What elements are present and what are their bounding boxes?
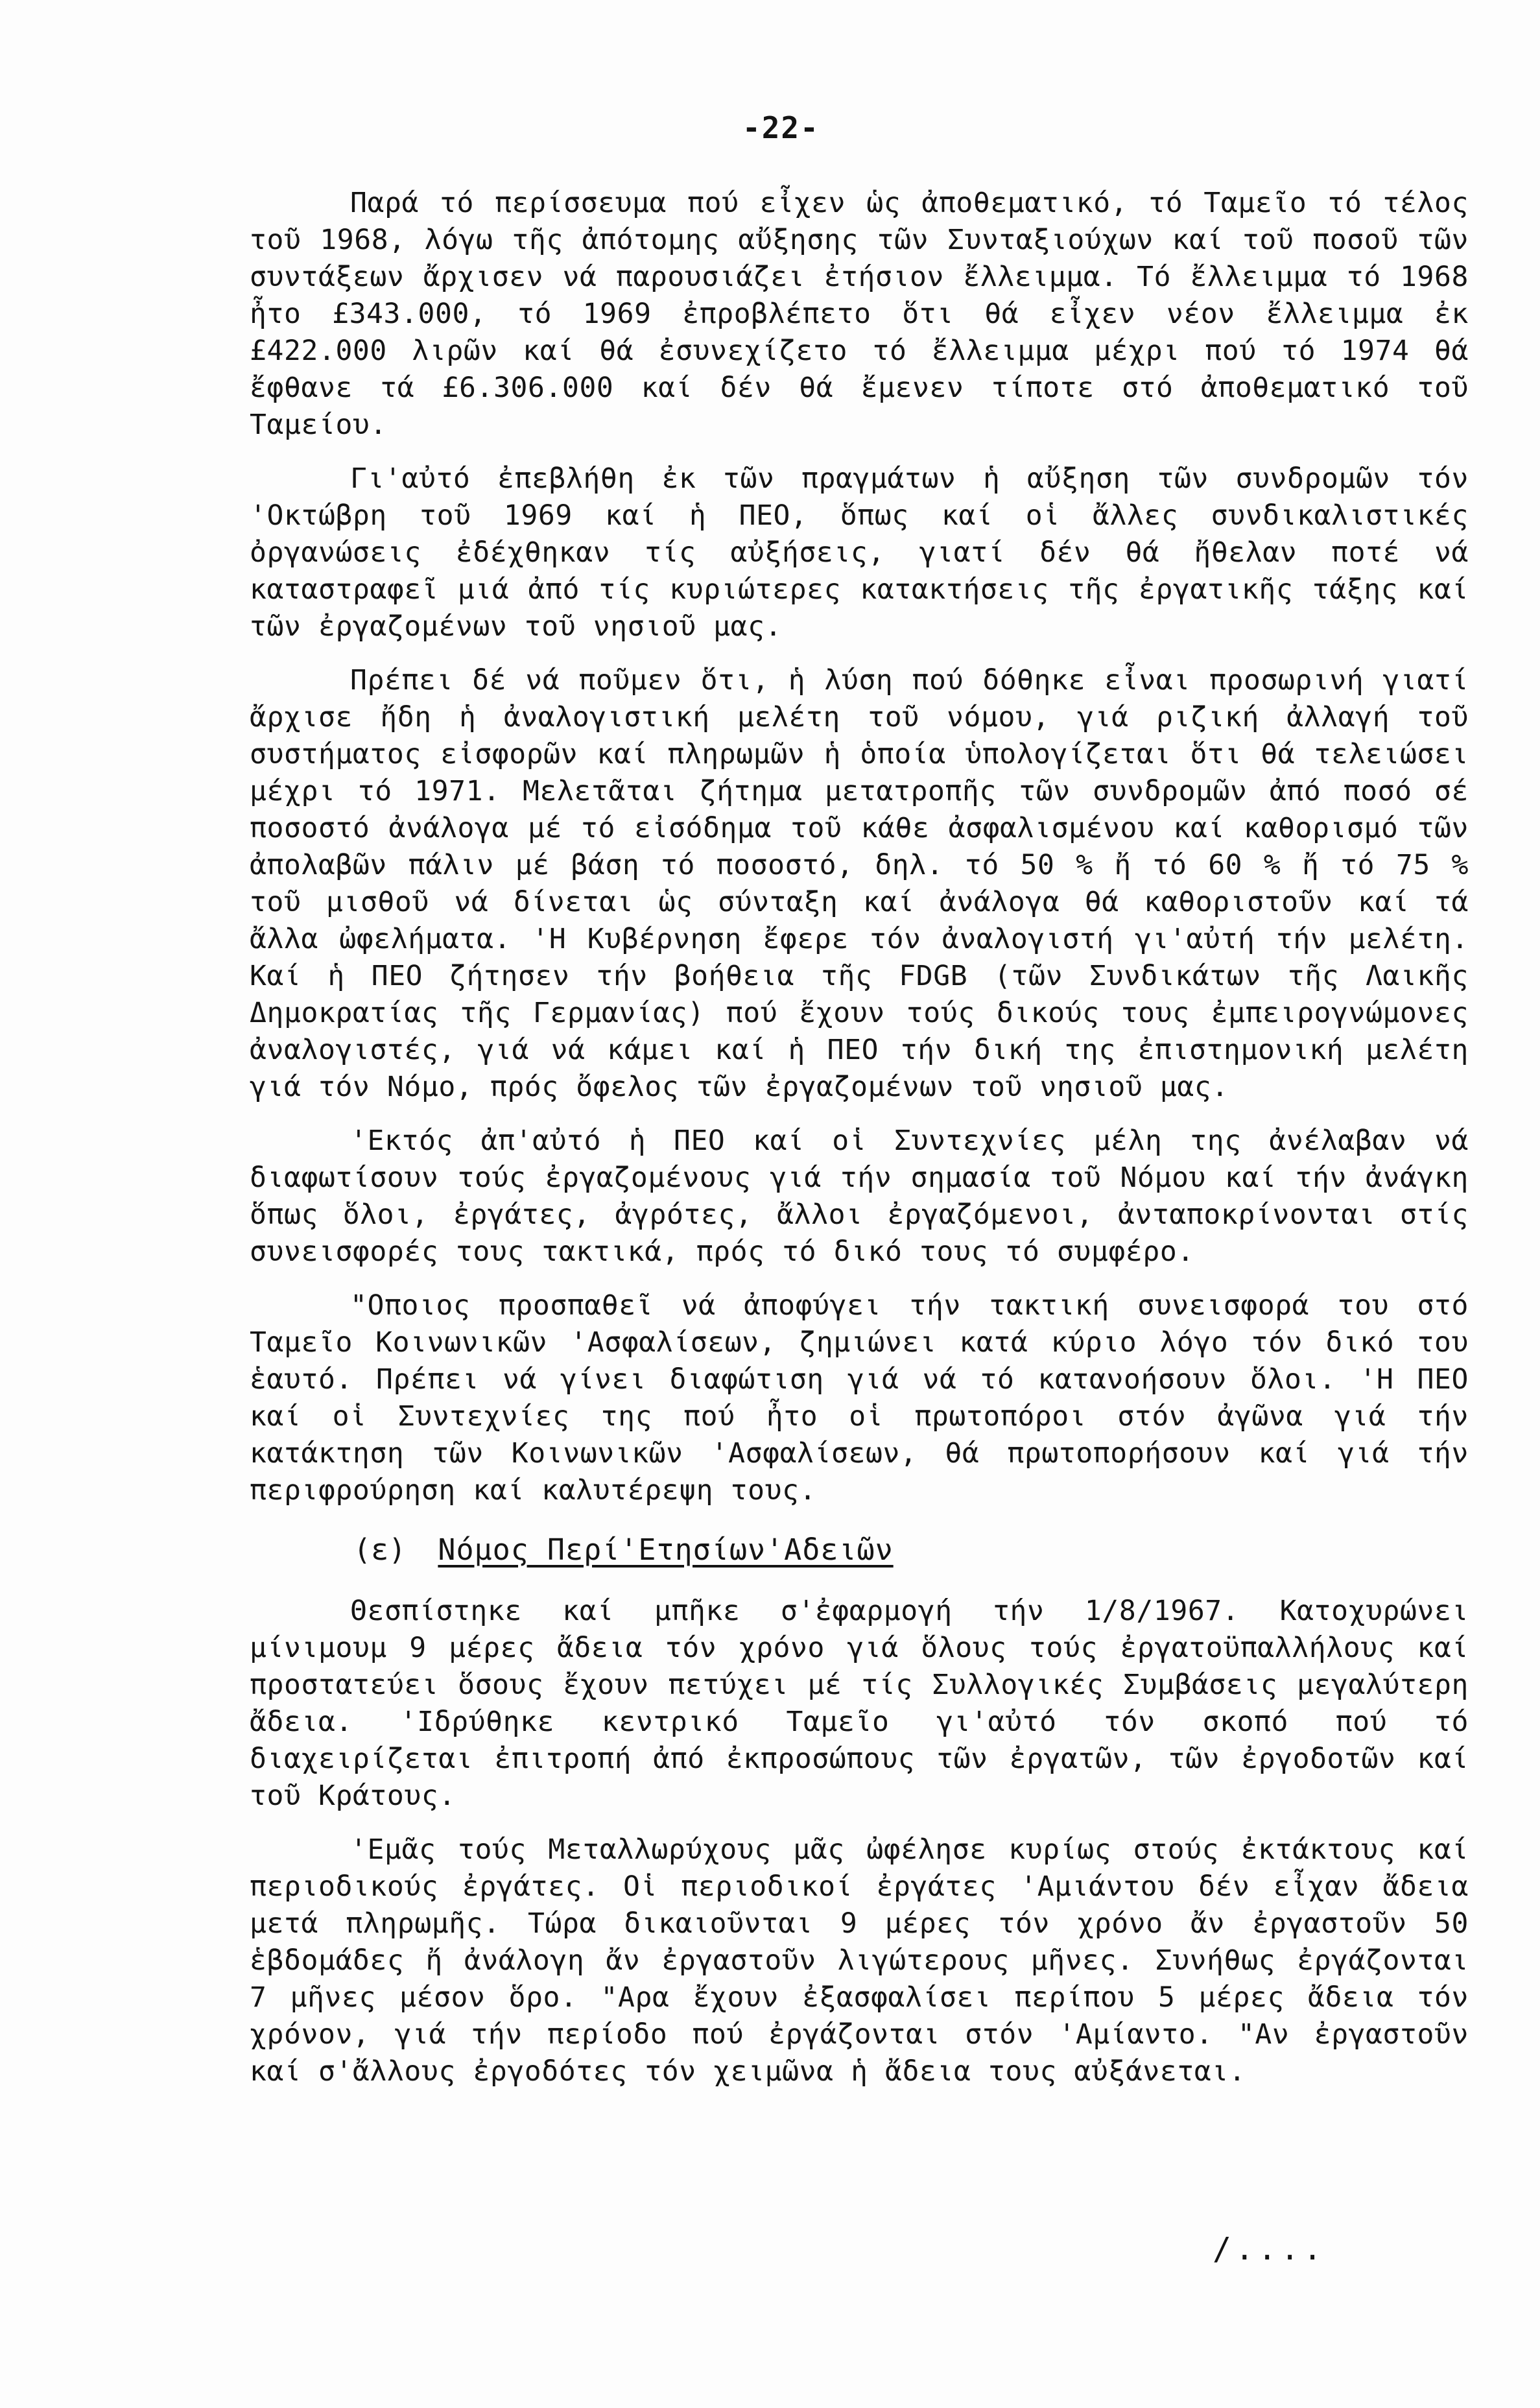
paragraph-fund-deficit: Παρά τό περίσσευμα πού εἶχεν ὡς ἀποθεματικό, τό Ταμεῖο τό τέλος τοῦ 1968, λόγω τῆς ἀπότομης αὔξησης τῶν Συνταξιούχων καί τοῦ ποσοῦ τῶν συντάξεων ἄρχισεν νά παρουσιάζει ἐτήσιον ἔλλειμμα. Τό ἔλλειμμα τό 1968 ἦτο £343.000, τό 1969 ἐπροβλέπετο ὅτι θά εἶχεν νέον ἔλλειμμα ἐκ £422.000 λιρῶν καί θά ἐσυνεχίζετο τό ἔλλειμμα μέχρι πού τό 1974 θά ἔφθανε τά £6.306.000 καί δέν θά ἔμενεν τίποτε στό ἀποθεματικό τοῦ Ταμείου. (250, 187, 1469, 441)
paragraph-miners-benefit: 'Εμᾶς τούς Μεταλλωρύχους μᾶς ὠφέλησε κυρίως στούς ἐκτάκτους καί περιοδικούς ἐργάτες. Οἱ περιοδικοί ἐργάτες 'Αμιάντου δέν εἶχαν ἄδεια μετά πληρωμῆς. Τώρα δικαιοῦνται 9 μέρες τόν χρόνο ἄν ἐργαστοῦν 50 ἑβδομάδες ἤ ἀνάλογη ἄν ἐργαστοῦν λιγώτερους μῆνες. Συνήθως ἐργάζονται 7 μῆνες μέσον ὅρο. "Αρα ἔχουν ἐξασφαλίσει περίπου 5 μέρες ἄδεια τόν χρόνον, γιά τήν περίοδο πού ἐργάζονται στόν 'Αμίαντο. "Αν ἐργαστοῦν καί σ'ἄλλους ἐργοδότες τόν χειμῶνα ἡ ἄδεια τους αὐξάνεται. (250, 1833, 1469, 2088)
paragraph-worker-education: 'Εκτός ἀπ'αὐτό ἡ ΠΕΟ καί οἱ Συντεχνίες μέλη της ἀνέλαβαν νά διαφωτίσουν τούς ἐργαζομένους γιά τήν σημασία τοῦ Νόμου καί τήν ἀνάγκη ὅπως ὅλοι, ἐργάτες, ἀγρότες, ἄλλοι ἐργαζόμενοι, ἀνταποκρίνονται στίς συνεισφορές τους τακτικά, πρός τό δικό τους τό συμφέρο. (250, 1125, 1469, 1268)
paragraph-contribution-increase: Γι'αὐτό ἐπεβλήθη ἐκ τῶν πραγμάτων ἡ αὔξηση τῶν συνδρομῶν τόν 'Οκτώβρη τοῦ 1969 καί ἡ ΠΕΟ, ὅπως καί οἱ ἄλλες συνδικαλιστικές ὀργανώσεις ἐδέχθηκαν τίς αὐξήσεις, γιατί δέν θά ἤθελαν ποτέ νά καταστραφεῖ μιά ἀπό τίς κυριώτερες κατακτήσεις τῆς ἐργατικῆς τάξης καί τῶν ἐργαζομένων τοῦ νησιοῦ μας. (250, 462, 1469, 643)
page-number: -22- (742, 110, 820, 145)
section-title: Νόμος Περί'Ετησίων'Αδειῶν (438, 1532, 894, 1567)
document-body (250, 185, 1469, 2107)
section-heading (250, 1531, 1469, 1568)
paragraph-annual-leave-law: Θεσπίστηκε καί μπῆκε σ'ἐφαρμογή τήν 1/8/1967. Κατοχυρώνει μίνιμουμ 9 μέρες ἄδεια τόν χρόνο γιά ὅλους τούς ἐργατοϋπαλλήλους καί προστατεύει ὅσους ἔχουν πετύχει μέ τίς Συλλογικές Συμβάσεις μεγαλύτερη ἄδεια. 'Ιδρύθηκε κεντρικό Ταμεῖο γι'αὐτό τόν σκοπό πού τό διαχειρίζεται ἐπιτροπή ἀπό ἐκπροσώπους τῶν ἐργατῶν, τῶν ἐργοδοτῶν καί τοῦ Κράτους. (250, 1595, 1469, 1812)
paragraph-contribution-duty: "Οποιος προσπαθεῖ νά ἀποφύγει τήν τακτική συνεισφορά του στό Ταμεῖο Κοινωνικῶν 'Ασφαλίσεων, ζημιώνει κατά κύριο λόγο τόν δικό του ἑαυτό. Πρέπει νά γίνει διαφώτιση γιά νά τό κατανοήσουν ὅλοι. 'Η ΠΕΟ καί οἱ Συντεχνίες της πού ἦτο οἱ πρωτοπόροι στόν ἀγῶνα γιά τήν κατάκτηση τῶν Κοινωνικῶν 'Ασφαλίσεων, θά πρωτοπορήσουν καί γιά τήν περιφρούρηση καί καλυτέρεψη τους. (250, 1289, 1469, 1507)
section-marker: (ε) (353, 1532, 407, 1567)
paragraph-actuarial-study: Πρέπει δέ νά ποῦμεν ὅτι, ἡ λύση πού δόθηκε εἶναι προσωρινή γιατί ἄρχισε ἤδη ἡ ἀναλογιστική μελέτη τοῦ νόμου, γιά ριζική ἀλλαγή τοῦ συστήματος εἰσφορῶν καί πληρωμῶν ἡ ὁποία ὑπολογίζεται ὅτι θά τελειώσει μέχρι τό 1971. Μελετᾶται ζήτημα μετατροπῆς τῶν συνδρομῶν ἀπό ποσό σέ ποσοστό ἀνάλογα μέ τό εἰσόδημα τοῦ κάθε ἀσφαλισμένου καί καθορισμό τῶν ἀπολαβῶν πάλιν μέ βάση τό ποσοστό, δηλ. τό 50 % ἤ τό 60 % ἤ τό 75 % τοῦ μισθοῦ νά δίνεται ὡς σύνταξη καί ἀνάλογα θά καθοριστοῦν καί τά ἄλλα ὠφελήματα. 'Η Κυβέρνηση ἔφερε τόν ἀναλογιστή γι'αὐτή τήν μελέτη. Καί ἡ ΠΕΟ ζήτησεν τήν βοήθεια τῆς FDGB (τῶν Συνδικάτων τῆς Λαικῆς Δημοκρατίας τῆς Γερμανίας) πού ἔχουν τούς δικούς τους ἐμπειρογνώμονες ἀναλογιστές, γιά νά κάμει καί ἡ ΠΕΟ τήν δική της ἐπιστημονική μελέτη γιά τόν Νόμο, πρός ὄφελος τῶν ἐργαζομένων τοῦ νησιοῦ μας. (250, 664, 1469, 1103)
continuation-mark: /.... (1213, 2231, 1326, 2267)
